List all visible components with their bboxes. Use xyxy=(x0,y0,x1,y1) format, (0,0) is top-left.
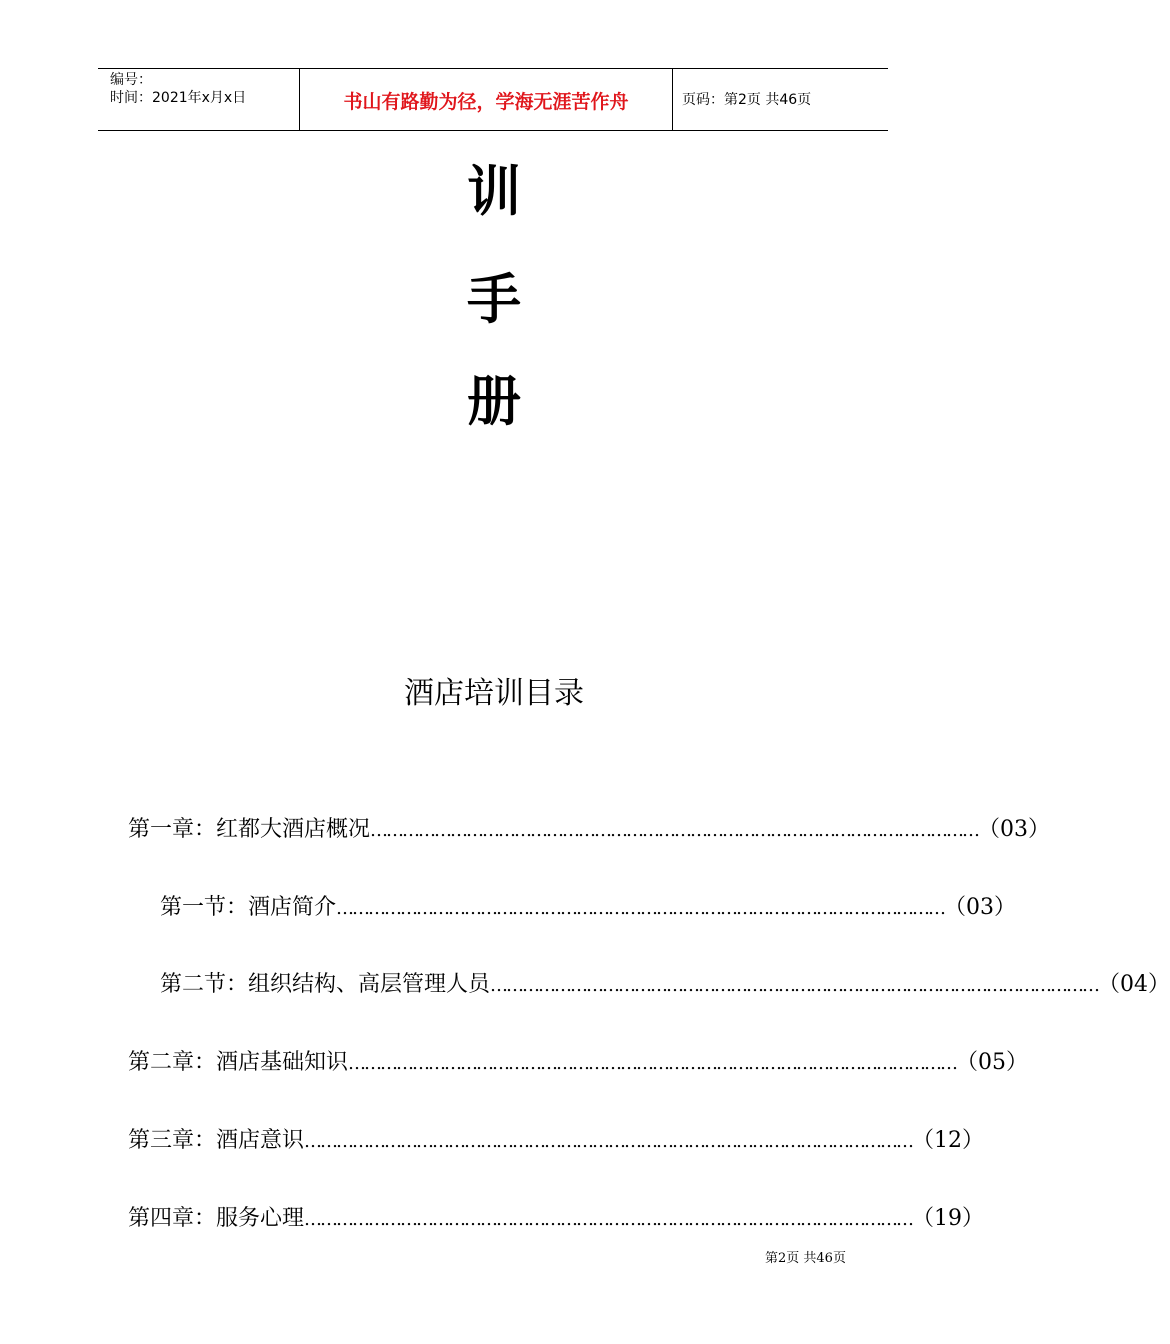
toc-entry[interactable] xyxy=(128,1204,985,1235)
toc-entry[interactable] xyxy=(128,815,1051,846)
toc-leader: …………………………………………………………………………………………………… xyxy=(490,975,1099,996)
title-char: 册 xyxy=(467,370,521,433)
toc-entry[interactable] xyxy=(160,893,1017,924)
toc-entry-text: 第二章：酒店基础知识 xyxy=(128,1050,349,1075)
toc-entry-page: （19） xyxy=(912,1206,985,1231)
toc-entry[interactable] xyxy=(128,1126,985,1157)
toc-entry-page: （04） xyxy=(1098,972,1170,997)
toc-entry-text: 第三章：酒店意识 xyxy=(128,1128,305,1153)
title-char: 训 xyxy=(467,160,521,223)
toc-entry-page: （05） xyxy=(956,1050,1029,1075)
header-page-info: 页码：第2页 共46页 xyxy=(682,92,812,108)
toc-leader: …………………………………………………………………………………………………… xyxy=(304,1209,913,1230)
toc-entry-text: 第二节：组织结构、高层管理人员 xyxy=(160,972,491,997)
toc-entry-text: 第一章：红都大酒店概况 xyxy=(128,817,371,842)
code-label: 编号： xyxy=(110,72,152,88)
time-label: 时间：2021年x月x日 xyxy=(110,90,247,106)
toc-entry-page: （12） xyxy=(912,1128,985,1153)
toc-leader: …………………………………………………………………………………………………… xyxy=(370,820,979,841)
page-footer: 第2页 共46页 xyxy=(765,1251,846,1266)
page-header xyxy=(98,68,888,131)
toc-entry-text: 第四章：服务心理 xyxy=(128,1206,305,1231)
toc-entry-page: （03） xyxy=(978,817,1051,842)
header-motto: 书山有路勤为径，学海无涯苦作舟 xyxy=(343,91,629,113)
toc-entry[interactable] xyxy=(128,1048,1029,1079)
header-divider xyxy=(672,69,673,130)
toc-entry-text: 第一节：酒店简介 xyxy=(160,895,337,920)
toc-entry-page: （03） xyxy=(944,895,1017,920)
toc-leader: …………………………………………………………………………………………………… xyxy=(304,1131,913,1152)
toc-leader: …………………………………………………………………………………………………… xyxy=(336,898,945,919)
toc-entry[interactable] xyxy=(160,970,1170,1001)
header-meta xyxy=(110,71,246,107)
toc-leader: …………………………………………………………………………………………………… xyxy=(348,1053,957,1074)
toc-title: 酒店培训目录 xyxy=(404,676,584,711)
title-char: 手 xyxy=(467,268,521,331)
